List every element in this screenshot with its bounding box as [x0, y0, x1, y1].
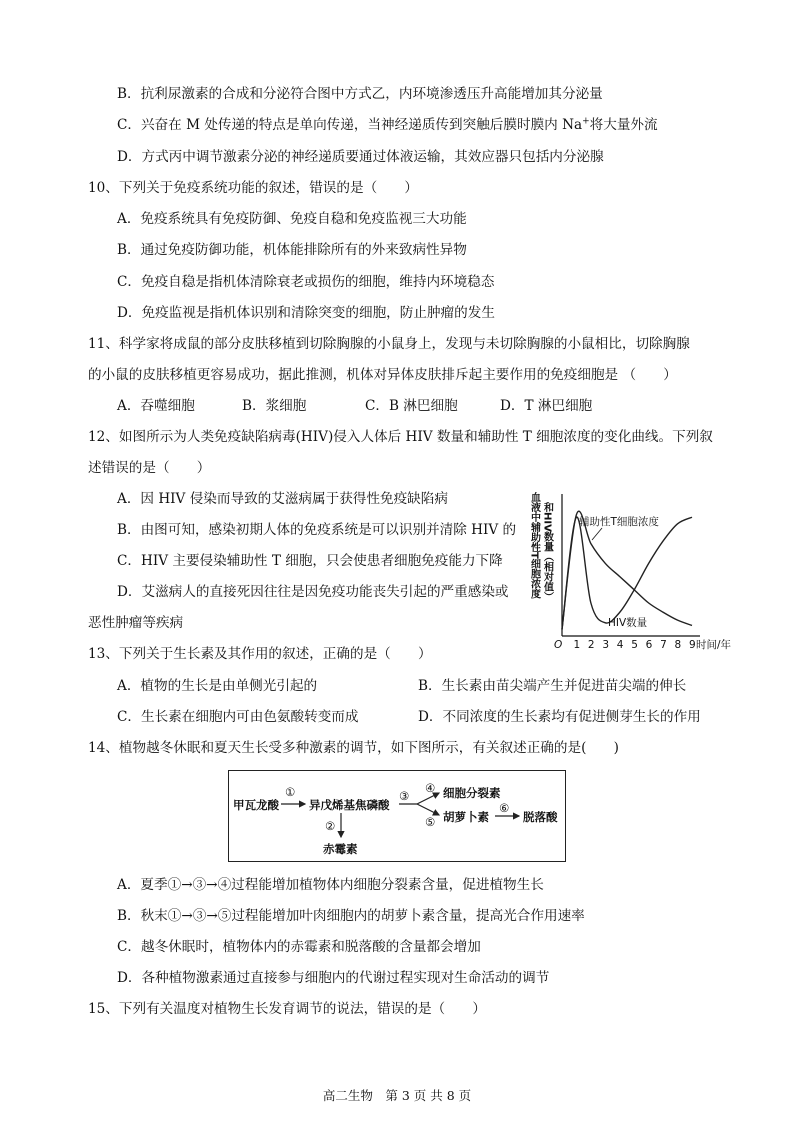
- x-tick-label: 9: [689, 639, 696, 651]
- q13-option-b: B．生长素由苗尖端产生并促进苗尖端的伸长: [418, 678, 687, 694]
- q10-option-c: C．免疫自稳是指机体清除衰老或损伤的细胞，维持内环境稳态: [117, 274, 495, 290]
- step-2-label: ②: [325, 819, 336, 833]
- x-tick-label: 7: [660, 639, 667, 651]
- x-tick-label: 3: [602, 639, 610, 651]
- q10-option-b: B．通过免疫防御功能，机体能排除所有的外来致病性异物: [117, 242, 467, 258]
- hormone-pathway-diagram: [228, 770, 566, 862]
- q13-option-d: D．不同浓度的生长素均有促进侧芽生长的作用: [418, 709, 701, 725]
- node-mevalonic-acid: 甲瓦龙酸: [233, 798, 279, 812]
- q13-option-a: A．植物的生长是由单侧光引起的: [117, 678, 318, 694]
- q12-option-b: B．由图可知，感染初期人体的免疫系统是可以识别并清除 HIV 的: [117, 522, 517, 538]
- q10-option-a: A．免疫系统具有免疫防御、免疫自稳和免疫监视三大功能: [117, 211, 467, 227]
- step-6-label: ⑥: [499, 801, 510, 815]
- q9-option-b: B．抗利尿激素的合成和分泌符合图中方式乙，内环境渗透压升高能增加其分泌量: [117, 86, 603, 102]
- q14-option-a: A．夏季①→③→④过程能增加植物体内细胞分裂素含量，促进植物生长: [117, 877, 544, 893]
- q12-option-d-line2: 恶性肿瘤等疾病: [88, 615, 184, 631]
- node-ipp: 异戊烯基焦磷酸: [309, 798, 390, 812]
- q14-stem: 14、植物越冬休眠和夏天生长受多种激素的调节，如下图所示，有关叙述正确的是( ): [88, 740, 619, 756]
- node-abscisic-acid: 脱落酸: [523, 810, 558, 824]
- x-tick-label: 8: [674, 639, 682, 651]
- node-gibberellin: 赤霉素: [323, 842, 358, 856]
- step-1-label: ①: [285, 785, 296, 799]
- q9-option-c: [117, 116, 658, 134]
- q14-option-d: D．各种植物激素通过直接参与细胞内的代谢过程实现对生命活动的调节: [117, 970, 550, 986]
- q12-option-a: A．因 HIV 侵染而导致的艾滋病属于获得性免疫缺陷病: [117, 491, 448, 507]
- q9-option-d: D．方式丙中调节激素分泌的神经递质要通过体液运输，其效应器只包括内分泌腺: [117, 149, 604, 165]
- step-4-label: ④: [425, 781, 436, 795]
- y-axis-label-1: 血液中辅助性T细胞浓度: [528, 492, 540, 599]
- q11-option-b: B．浆细胞: [242, 398, 307, 414]
- q15-stem: 15、下列有关温度对植物生长发育调节的说法，错误的是（ ）: [88, 1001, 486, 1017]
- q9-option-c-tail: 将大量外流: [589, 117, 658, 133]
- q13-stem: 13、下列关于生长素及其作用的叙述，正确的是（ ）: [88, 646, 432, 662]
- q12-option-d-line1: D．艾滋病人的直接死因往往是因免疫功能丧失引起的严重感染或: [117, 584, 509, 600]
- superscript: +: [582, 116, 590, 127]
- series-label-th-cell: 辅助性T细胞浓度: [579, 516, 659, 528]
- x-tick-label: 6: [645, 639, 653, 651]
- series-label-hiv: HIV数量: [608, 617, 648, 629]
- x-tick-label: O: [554, 639, 563, 651]
- q14-option-c: C．越冬休眠时，植物体内的赤霉素和脱落酸的含量都会增加: [117, 939, 481, 955]
- q12-option-c: C．HIV 主要侵染辅助性 T 细胞，只会使患者细胞免疫能力下降: [117, 553, 503, 569]
- q11-stem-line2: 的小鼠的皮肤移植更容易成功，据此推测，机体对异体皮肤排斥起主要作用的免疫细胞是 （ ）: [88, 367, 677, 383]
- step-5-label: ⑤: [425, 815, 436, 829]
- node-carotene: 胡萝卜素: [443, 810, 489, 824]
- x-tick-label: 4: [616, 639, 624, 651]
- step-3-label: ③: [399, 789, 410, 803]
- hiv-chart: [522, 486, 732, 666]
- q9-option-c-text: C．兴奋在 M 处传递的特点是单向传递，当神经递质传到突触后膜时膜内 Na: [117, 117, 583, 133]
- q14-option-b: B．秋末①→③→⑤过程能增加叶肉细胞内的胡萝卜素含量，提高光合作用速率: [117, 908, 585, 924]
- q10-stem: 10、下列关于免疫系统功能的叙述，错误的是（ ）: [88, 180, 418, 196]
- q13-option-c: C．生长素在细胞内可由色氨酸转变而成: [117, 709, 359, 725]
- q12-stem-line2: 述错误的是（ ）: [88, 460, 211, 476]
- x-tick-label: 2: [587, 639, 595, 651]
- y-axis-label-2: 和HIV数量（相对值）: [541, 502, 553, 602]
- node-cytokinin: 细胞分裂素: [443, 786, 501, 800]
- series-line-hiv: [562, 517, 692, 629]
- q12-stem-line1: 12、如图所示为人类免疫缺陷病毒(HIV)侵入人体后 HIV 数量和辅助性 T 细胞浓度的变化曲线。下列叙: [88, 429, 713, 445]
- page-footer: 高二生物 第 3 页 共 8 页: [322, 1088, 472, 1103]
- q11-option-d: D．T 淋巴细胞: [500, 398, 593, 414]
- arrow-5: [417, 804, 439, 815]
- series-label-pointer: [592, 528, 602, 540]
- x-tick-label: 1: [573, 639, 581, 651]
- q11-option-a: A．吞噬细胞: [117, 398, 195, 414]
- q11-option-c: C．B 淋巴细胞: [365, 398, 458, 414]
- x-axis-label: 时间/年: [696, 639, 732, 651]
- q11-stem-line1: 11、科学家将成鼠的部分皮肤移植到切除胸腺的小鼠身上，发现与未切除胸腺的小鼠相比，切除胸腺: [88, 336, 690, 352]
- q10-option-d: D．免疫监视是指机体识别和清除突变的细胞，防止肿瘤的发生: [117, 305, 495, 321]
- x-tick-label: 5: [631, 639, 638, 651]
- pathway-arrows: [229, 771, 565, 861]
